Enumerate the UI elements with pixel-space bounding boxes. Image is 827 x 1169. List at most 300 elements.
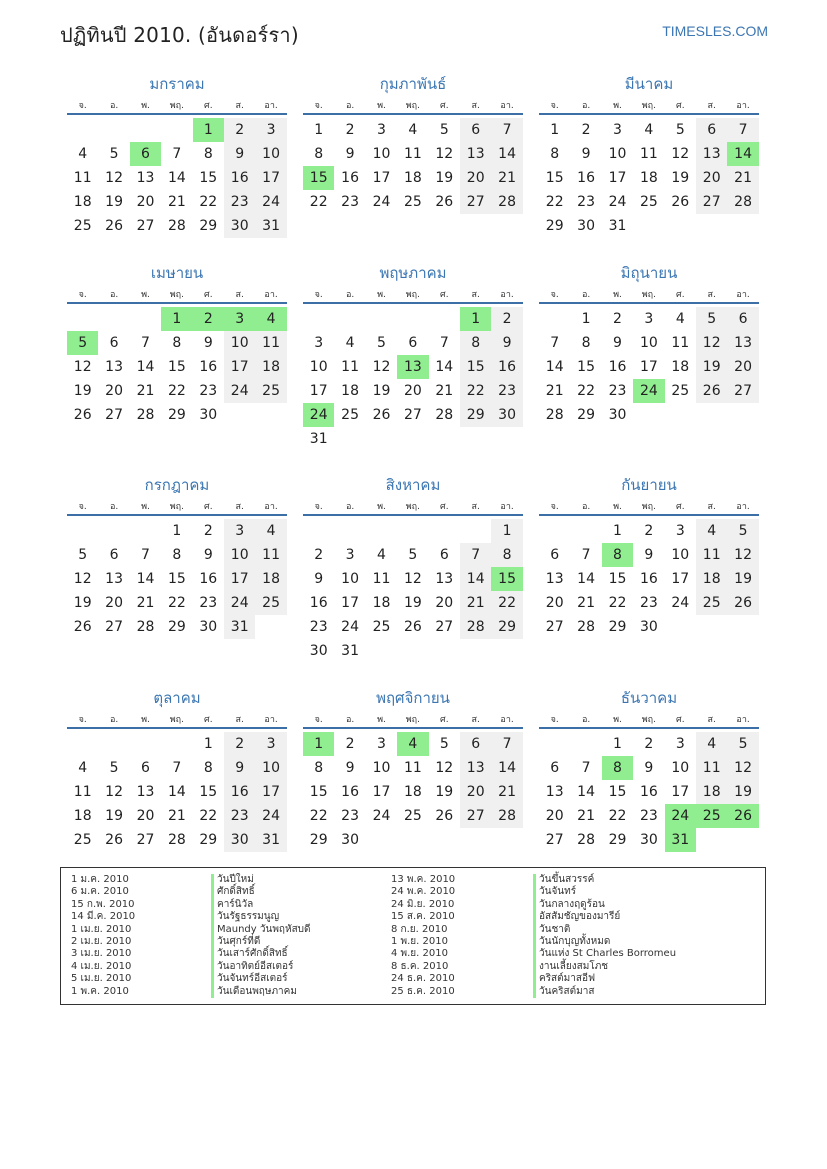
day-cell: 24	[608, 194, 627, 210]
day-cell: 1	[613, 736, 622, 752]
month-name: มิถุนายน	[620, 264, 678, 282]
day-cell: 12	[671, 146, 690, 162]
day-cell: 18	[671, 359, 690, 375]
holiday-date: 3 เม.ย. 2010	[71, 948, 132, 960]
day-cell: 27	[545, 619, 564, 635]
day-cell: 7	[502, 122, 512, 138]
holiday-date: 1 ม.ค. 2010	[71, 874, 129, 885]
weekday-header: พ.	[613, 715, 622, 725]
day-cell: 18	[403, 784, 422, 800]
day-cell: 21	[136, 595, 155, 611]
holiday-day-cell: 5	[67, 331, 98, 355]
holiday-date: 15 ส.ค. 2010	[391, 911, 455, 923]
day-cell: 25	[372, 619, 391, 635]
day-cell: 29	[498, 619, 516, 635]
weekday-header: อา.	[500, 715, 514, 725]
holiday-name: วันเดือนพฤษภาคม	[211, 986, 311, 998]
day-cell: 18	[262, 359, 280, 375]
day-cell: 17	[230, 359, 249, 375]
weekday-header: พฤ.	[405, 502, 420, 512]
holiday-date: 4 เม.ย. 2010	[71, 960, 132, 972]
day-cell: 9	[581, 146, 591, 162]
day-cell: 10	[262, 760, 280, 776]
holiday-name: วันกลางฤดูร้อน	[533, 899, 676, 911]
holiday-name: ศักดิ์สิทธิ์	[211, 886, 311, 898]
day-cell: 6	[109, 547, 119, 563]
weekday-header: อา.	[264, 101, 278, 111]
day-cell: 23	[230, 808, 249, 824]
month-divider	[67, 113, 287, 115]
day-cell: 1	[502, 523, 512, 539]
holiday-day-cell: 24	[303, 403, 334, 427]
day-cell: 9	[345, 760, 355, 776]
weekday-header: อา.	[736, 502, 750, 512]
day-cell: 10	[309, 359, 328, 375]
holiday-dates-left	[71, 874, 135, 998]
day-cell: 13	[545, 784, 564, 800]
day-cell: 25	[671, 383, 690, 399]
day-cell: 26	[435, 194, 454, 210]
weekday-header: อ.	[581, 715, 591, 725]
weekday-header: ศ.	[440, 715, 449, 725]
holiday-date: 24 มิ.ย. 2010	[391, 898, 455, 910]
weekday-header: จ.	[314, 715, 323, 725]
day-cell: 27	[136, 832, 155, 848]
weekday-header: จ.	[78, 290, 87, 300]
holiday-names-right	[533, 874, 676, 998]
day-cell: 28	[498, 808, 516, 824]
holiday-day-cell: 8	[602, 543, 633, 567]
weekday-header: พฤ.	[169, 715, 184, 725]
day-cell: 28	[577, 619, 595, 635]
day-cell: 8	[172, 335, 182, 351]
day-cell: 18	[73, 808, 92, 824]
holiday-date: 24 พ.ค. 2010	[391, 886, 456, 898]
day-cell: 23	[230, 194, 249, 210]
day-cell: 12	[734, 547, 752, 563]
weekday-header: พ.	[377, 101, 386, 111]
weekday-header: ศ.	[676, 502, 685, 512]
weekday-header: พ.	[141, 290, 150, 300]
day-cell: 26	[73, 619, 92, 635]
day-cell: 10	[230, 547, 249, 563]
month-name: ธันวาคม	[620, 689, 678, 707]
holiday-date: 1 พ.ย. 2010	[391, 936, 448, 948]
day-cell: 14	[136, 359, 155, 375]
day-cell: 13	[702, 146, 721, 162]
site-link[interactable]: TIMESLES.COM	[662, 23, 768, 39]
day-cell: 11	[702, 547, 721, 563]
weekday-header: อ.	[345, 715, 355, 725]
day-cell: 9	[345, 146, 355, 162]
day-cell: 25	[262, 383, 280, 399]
day-cell: 26	[435, 808, 454, 824]
weekday-header: จ.	[78, 101, 87, 111]
holiday-name: คาร์นิวัล	[211, 899, 311, 911]
day-cell: 21	[734, 170, 752, 186]
weekday-header: ส.	[707, 290, 716, 300]
day-cell: 13	[105, 359, 123, 375]
day-cell: 29	[167, 619, 186, 635]
day-cell: 3	[266, 736, 276, 752]
holiday-name: วันจันทร์	[533, 886, 676, 898]
day-cell: 31	[230, 619, 249, 635]
day-cell: 10	[372, 760, 391, 776]
holiday-day-cell: 15	[303, 166, 334, 190]
day-cell: 17	[262, 170, 280, 186]
day-cell: 26	[372, 407, 391, 423]
day-cell: 9	[235, 146, 245, 162]
day-cell: 3	[675, 736, 685, 752]
day-cell: 8	[314, 146, 324, 162]
day-cell: 23	[199, 595, 218, 611]
day-cell: 24	[262, 194, 280, 210]
day-cell: 18	[702, 571, 721, 587]
day-cell: 17	[372, 784, 391, 800]
day-cell: 10	[230, 335, 249, 351]
month-divider	[303, 514, 523, 516]
day-cell: 9	[203, 335, 213, 351]
day-cell: 15	[545, 170, 564, 186]
weekday-header: อา.	[736, 101, 750, 111]
day-cell: 11	[702, 760, 721, 776]
day-cell: 4	[345, 335, 355, 351]
day-cell: 18	[372, 595, 391, 611]
day-cell: 4	[707, 523, 717, 539]
day-cell: 28	[498, 194, 516, 210]
day-cell: 13	[435, 571, 454, 587]
day-cell: 1	[581, 311, 591, 327]
month-divider	[539, 302, 759, 304]
day-cell: 17	[639, 359, 658, 375]
day-cell: 12	[734, 760, 752, 776]
month-name: มกราคม	[149, 75, 205, 93]
weekday-header: จ.	[550, 715, 559, 725]
day-cell: 7	[502, 736, 512, 752]
weekday-header: พ.	[377, 290, 386, 300]
day-cell: 8	[471, 335, 481, 351]
day-cell: 26	[702, 383, 721, 399]
holiday-day-cell: 15	[491, 567, 522, 591]
month-divider	[303, 113, 523, 115]
page-title: ปฏิทินปี 2010. (อันดอร์รา)	[60, 23, 299, 47]
weekday-header: ส.	[471, 715, 480, 725]
day-cell: 7	[172, 146, 182, 162]
day-cell: 9	[502, 335, 512, 351]
weekday-header: อ.	[345, 502, 355, 512]
day-cell: 19	[372, 383, 391, 399]
day-cell: 30	[230, 832, 249, 848]
weekday-header: พฤ.	[641, 101, 656, 111]
weekday-header: ศ.	[204, 715, 213, 725]
day-cell: 26	[105, 832, 123, 848]
day-cell: 3	[345, 547, 355, 563]
holiday-name: วันแห่ง St Charles Borromeu	[533, 948, 676, 960]
day-cell: 22	[309, 194, 328, 210]
holiday-day-cell: 8	[602, 756, 633, 780]
holiday-day-cell: 26	[727, 804, 758, 828]
day-cell: 2	[644, 523, 654, 539]
day-cell: 24	[372, 808, 391, 824]
day-cell: 3	[613, 122, 622, 138]
day-cell: 4	[408, 122, 418, 138]
day-cell: 18	[639, 170, 658, 186]
day-cell: 21	[545, 383, 564, 399]
day-cell: 21	[136, 383, 155, 399]
day-cell: 29	[608, 619, 627, 635]
day-cell: 17	[671, 571, 690, 587]
day-cell: 27	[466, 194, 485, 210]
holiday-name: วันอาทิตย์อีสเตอร์	[211, 961, 311, 973]
holiday-day-cell: 24	[633, 379, 664, 403]
day-cell: 16	[230, 170, 249, 186]
weekday-header: ส.	[235, 101, 244, 111]
day-cell: 11	[671, 335, 690, 351]
day-cell: 30	[608, 407, 627, 423]
weekday-header: พ.	[141, 101, 150, 111]
day-cell: 12	[73, 359, 92, 375]
day-cell: 21	[498, 170, 516, 186]
day-cell: 11	[639, 146, 658, 162]
day-cell: 23	[639, 595, 658, 611]
holiday-name: วันจันทร์อีสเตอร์	[211, 973, 311, 985]
day-cell: 12	[403, 571, 422, 587]
weekday-header: ส.	[471, 101, 480, 111]
day-cell: 2	[345, 736, 355, 752]
day-cell: 1	[203, 736, 213, 752]
holiday-name: วันชาติ	[533, 924, 676, 936]
weekday-header: พฤ.	[405, 101, 420, 111]
holiday-date: 1 เม.ย. 2010	[71, 923, 132, 935]
day-cell: 7	[172, 760, 182, 776]
day-cell: 27	[105, 619, 123, 635]
day-cell: 28	[167, 218, 186, 234]
day-cell: 7	[581, 760, 591, 776]
day-cell: 3	[675, 523, 685, 539]
weekday-header: พฤ.	[169, 502, 184, 512]
day-cell: 22	[608, 808, 627, 824]
day-cell: 10	[639, 335, 658, 351]
day-cell: 27	[545, 832, 564, 848]
day-cell: 19	[435, 170, 454, 186]
day-cell: 4	[78, 146, 88, 162]
day-cell: 9	[203, 547, 213, 563]
holiday-name: วันปีใหม่	[211, 874, 311, 886]
day-cell: 19	[105, 194, 123, 210]
day-cell: 17	[671, 784, 690, 800]
weekday-header: พ.	[141, 502, 150, 512]
weekday-header: ศ.	[440, 290, 449, 300]
day-cell: 29	[309, 832, 328, 848]
day-cell: 5	[109, 760, 119, 776]
weekday-header: อา.	[736, 290, 750, 300]
weekday-header: อา.	[264, 715, 278, 725]
day-cell: 4	[644, 122, 654, 138]
day-cell: 19	[403, 595, 422, 611]
weekday-header: ส.	[471, 502, 480, 512]
day-cell: 1	[172, 523, 182, 539]
day-cell: 26	[105, 218, 123, 234]
day-cell: 18	[341, 383, 359, 399]
day-cell: 19	[73, 595, 92, 611]
day-cell: 5	[738, 523, 748, 539]
day-cell: 15	[466, 359, 485, 375]
month-name: สิงหาคม	[385, 476, 441, 494]
day-cell: 29	[199, 832, 218, 848]
day-cell: 6	[141, 760, 150, 776]
holiday-date: 1 พ.ค. 2010	[71, 985, 129, 997]
day-cell: 20	[702, 170, 721, 186]
day-cell: 16	[498, 359, 516, 375]
day-cell: 11	[341, 359, 359, 375]
day-cell: 16	[309, 595, 328, 611]
day-cell: 3	[314, 335, 324, 351]
day-cell: 28	[545, 407, 564, 423]
day-cell: 6	[471, 736, 481, 752]
day-cell: 10	[671, 760, 690, 776]
month-name: ตุลาคม	[153, 689, 201, 707]
day-cell: 30	[199, 619, 218, 635]
day-cell: 10	[671, 547, 690, 563]
day-cell: 25	[341, 407, 359, 423]
holiday-day-cell: 4	[255, 307, 286, 331]
day-cell: 6	[109, 335, 119, 351]
day-cell: 5	[439, 736, 449, 752]
day-cell: 13	[136, 170, 155, 186]
day-cell: 20	[545, 595, 564, 611]
day-cell: 2	[235, 736, 245, 752]
weekday-header: จ.	[78, 715, 87, 725]
holiday-name: วันขึ้นสวรรค์	[533, 874, 676, 886]
day-cell: 30	[639, 619, 658, 635]
day-cell: 20	[545, 808, 564, 824]
day-cell: 17	[372, 170, 391, 186]
holiday-name: งานเลี้ยงสมโภช	[533, 961, 676, 973]
day-cell: 30	[639, 832, 658, 848]
weekday-header: พฤ.	[405, 715, 420, 725]
day-cell: 15	[309, 784, 328, 800]
day-cell: 31	[309, 431, 328, 447]
day-cell: 31	[341, 643, 359, 659]
day-cell: 8	[550, 146, 560, 162]
weekday-header: อ.	[345, 101, 355, 111]
holiday-day-cell: 1	[193, 118, 224, 142]
day-cell: 3	[235, 523, 245, 539]
day-cell: 20	[403, 383, 422, 399]
weekday-header: พฤ.	[169, 101, 184, 111]
holiday-name: วันนักบุญทั้งหมด	[533, 936, 676, 948]
weekday-header: พ.	[613, 502, 622, 512]
day-cell: 16	[639, 784, 658, 800]
day-cell: 15	[577, 359, 595, 375]
holiday-date: 14 มี.ค. 2010	[71, 911, 136, 923]
day-cell: 20	[136, 194, 155, 210]
day-cell: 23	[498, 383, 516, 399]
weekday-header: พฤ.	[641, 290, 656, 300]
day-cell: 10	[262, 146, 280, 162]
weekday-header: อ.	[109, 502, 119, 512]
day-cell: 12	[105, 170, 123, 186]
day-cell: 22	[309, 808, 328, 824]
day-cell: 15	[608, 571, 627, 587]
day-cell: 14	[498, 146, 516, 162]
holiday-list	[60, 867, 766, 1005]
month-name: พฤษภาคม	[379, 264, 447, 282]
holiday-day-cell: 1	[161, 307, 192, 331]
weekday-header: อา.	[500, 290, 514, 300]
day-cell: 20	[105, 595, 123, 611]
weekday-header: จ.	[550, 290, 559, 300]
day-cell: 28	[734, 194, 752, 210]
month-name: กรกฎาคม	[144, 476, 210, 494]
weekday-header: พ.	[141, 715, 150, 725]
holiday-date: 15 ก.พ. 2010	[71, 898, 135, 910]
day-cell: 25	[639, 194, 658, 210]
day-cell: 16	[341, 170, 359, 186]
day-cell: 21	[466, 595, 485, 611]
day-cell: 29	[545, 218, 564, 234]
day-cell: 17	[262, 784, 280, 800]
holiday-date: 8 ธ.ค. 2010	[391, 960, 449, 972]
day-cell: 14	[167, 170, 186, 186]
holiday-day-cell: 3	[224, 307, 255, 331]
day-cell: 25	[403, 194, 422, 210]
day-cell: 20	[466, 784, 485, 800]
day-cell: 2	[644, 736, 654, 752]
day-cell: 19	[435, 784, 454, 800]
month-divider	[539, 514, 759, 516]
day-cell: 6	[550, 547, 560, 563]
day-cell: 30	[498, 407, 516, 423]
day-cell: 14	[466, 571, 485, 587]
weekday-header: อา.	[500, 101, 514, 111]
day-cell: 15	[167, 571, 186, 587]
day-cell: 20	[105, 383, 123, 399]
holiday-date: 25 ธ.ค. 2010	[391, 985, 455, 997]
day-cell: 3	[377, 736, 386, 752]
holiday-name: คริสต์มาสอีฟ	[533, 973, 676, 985]
holiday-day-cell: 13	[397, 355, 428, 379]
day-cell: 18	[403, 170, 422, 186]
day-cell: 2	[502, 311, 512, 327]
day-cell: 16	[199, 571, 218, 587]
day-cell: 21	[167, 808, 186, 824]
day-cell: 14	[545, 359, 564, 375]
day-cell: 25	[702, 595, 721, 611]
day-cell: 5	[377, 335, 386, 351]
day-cell: 31	[608, 218, 627, 234]
day-cell: 12	[702, 335, 721, 351]
weekday-header: พฤ.	[405, 290, 420, 300]
day-cell: 19	[73, 383, 92, 399]
day-cell: 1	[314, 122, 324, 138]
day-cell: 26	[671, 194, 690, 210]
day-cell: 13	[466, 146, 485, 162]
day-cell: 11	[73, 170, 92, 186]
weekday-header: อ.	[581, 290, 591, 300]
day-cell: 6	[550, 760, 560, 776]
weekday-header: พ.	[377, 715, 386, 725]
day-cell: 15	[199, 784, 218, 800]
weekday-header: พ.	[377, 502, 386, 512]
day-cell: 7	[471, 547, 481, 563]
day-cell: 28	[577, 832, 595, 848]
day-cell: 14	[577, 571, 595, 587]
weekday-header: ส.	[235, 290, 244, 300]
day-cell: 16	[608, 359, 627, 375]
day-cell: 29	[199, 218, 218, 234]
day-cell: 17	[309, 383, 328, 399]
